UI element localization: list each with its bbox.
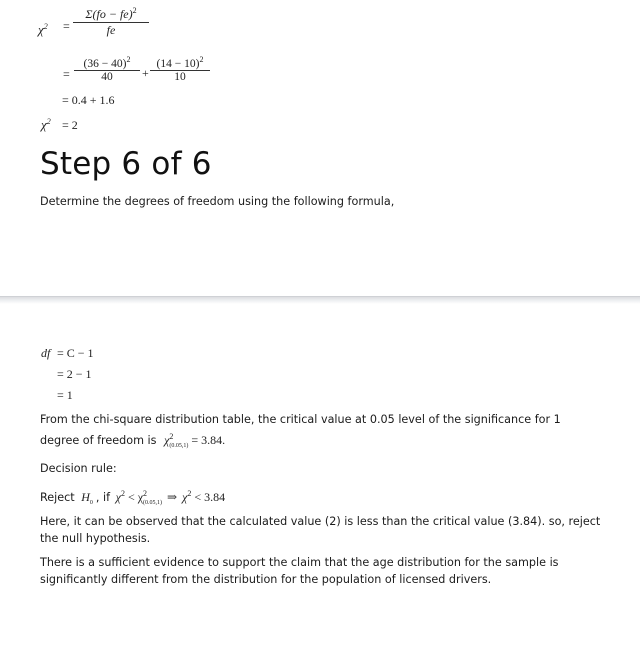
step-title: Step 6 of 6 [40,146,212,182]
critical-line1: From the chi-square distribution table, the critical value at 0.05 level of the significance for 1 [40,413,561,426]
chi-result-value: = 2 [62,118,78,132]
term1-fraction: $(36 - 40)^2$ 40 [74,55,140,83]
df-line2: = 2 − 1 [57,367,92,381]
section-divider [0,296,640,304]
decision-expression: $H_0$ [81,490,93,506]
critical-line2: degree of freedom is $\chi^2_{(0.05,1)} = 3.84$. [40,432,226,449]
df-rhs: = C − 1 [57,346,94,360]
df-line3: = 1 [57,388,73,402]
term2-fraction: $(14 - 10)^2$ 10 [150,55,210,83]
reject-word: Reject [40,491,75,504]
sum-line: = 0.4 + 1.6 [62,93,115,107]
chi-result-symbol: $\chi^2$ [41,117,51,132]
chi-symbol: $\chi^2$ [38,22,48,37]
conclusion-evidence: There is a sufficient evidence to support the claim that the age distribution for the sample is significantly different from the distribution for the population of licensed drivers. [40,556,559,586]
equals-sign-2: = [63,67,70,81]
df-lhs: df [41,346,51,360]
decision-heading: Decision rule: [40,462,117,475]
plus-sign: + [142,66,149,80]
critical-chi: $\chi^2_{(0.05,1)} = 3.84$. [164,432,226,449]
decision-rule: Reject $H_0$ , if $\chi^2 < \chi^2_{(0.05,1)}$ ⇒ $\chi^2 < 3.84$ [40,489,226,506]
general-fraction: Σ(fo − fe)$^2$ fe [73,6,149,38]
step-intro: Determine the degrees of freedom using the following formula, [40,195,395,208]
conclusion-observation: Here, it can be observed that the calculated value (2) is less than the critical value (3.84). so, reject the null hypothesis. [40,515,601,545]
critical-value-text [40,411,600,455]
equals-sign: = [63,19,70,33]
